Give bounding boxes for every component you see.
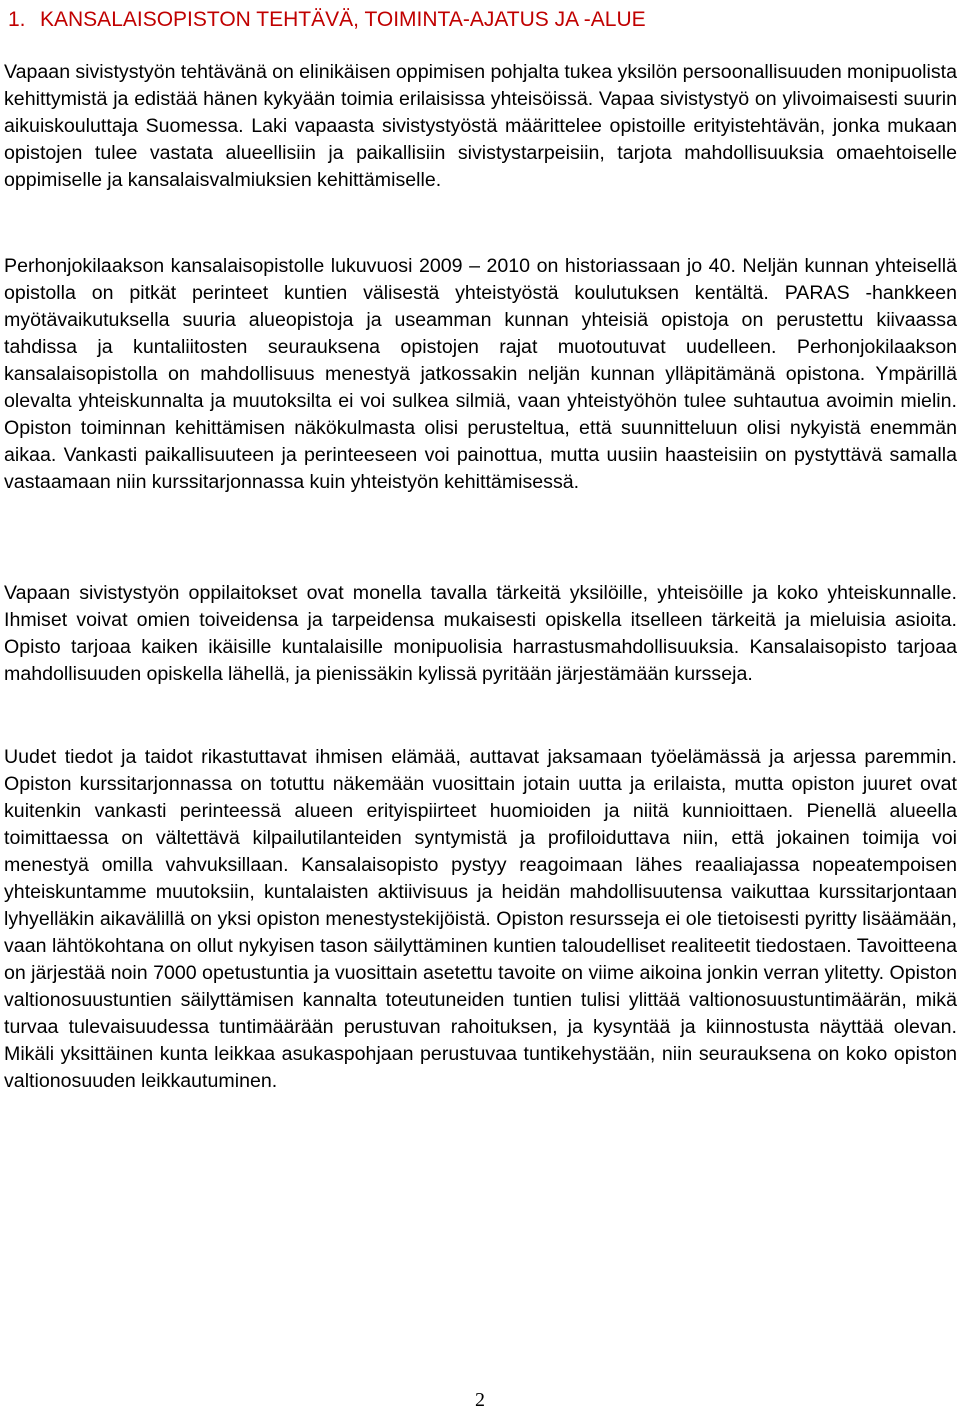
section-heading: [8, 6, 948, 34]
section-number: 1.: [8, 8, 26, 31]
page-number: 2: [475, 1389, 485, 1411]
paragraph-history: Perhonjokilaakson kansalaisopistolle lukuvuosi 2009 – 2010 on historiassaan jo 40. Neljän kunnan yhteisellä opistolla on pitkät perinteet kuntien välisestä yhteistyöstä koulutuksen kentältä. PARAS -hankkeen myötävaikutuksella suuria alueopistoja ja useamman kunnan yhteisiä opistoja on perustettu kiivaassa tahdissa ja kuntaliitosten seurauksena opistojen rajat muotoutuvat uudelleen. Perhonjokilaakson kansalaisopistolla on mahdollisuus menestyä jatkossakin neljän kunnan ylläpitämänä opistona. Ympärillä olevalta yhteiskunnalta ja muutoksilta ei voi sulkea silmiä, vaan yhteistyöhön tulee suhtautua avoimin mielin. Opiston toiminnan kehittämisen näkökulmasta olisi perusteltua, että suunnitteluun olisi nykyistä enemmän aikaa. Vankasti paikallisuuteen ja perinteeseen voi painottua, mutta uusiin haasteisiin on pystyttävä samalla vastaamaan niin kurssitarjonnassa kuin yhteistyön kehittämisessä.: [4, 255, 957, 493]
paragraph-development: Uudet tiedot ja taidot rikastuttavat ihmisen elämää, auttavat jaksamaan työelämässä ja arjessa paremmin. Opiston kurssitarjonnassa on totuttu näkemään vuosittain jotain uutta ja erilaista, mutta opiston juuret ovat kuitenkin vankasti perinteessä alueen erityispiirteet huomioiden ja niitä kunnioittaen. Pienellä alueella toimittaessa on vältettävä kilpailutilanteiden syntymistä ja profiloiduttava niin, että jokainen toimija voi menestyä omilla vahvuksillaan. Kansalaisopisto pystyy reagoimaan lähes reaaliajassa nopeatempoisen yhteiskuntamme muutoksiin, kuntalaisten aktiivisuus ja heidän mahdollisuutensa vaikuttaa kurssitarjontaan lyhyelläkin aikavälillä on yksi opiston menestystekijöistä. Opiston resursseja ei ole tietoisesti pyritty lisäämään, vaan lähtökohtana on ollut nykyisen tason säilyttäminen kuntien taloudelliset realiteetit tiedostaen. Tavoitteena on järjestää noin 7000 opetustuntia ja vuosittain asetettu tavoite on viime aikoina jonkin verran ylitetty. Opiston valtionosuustuntien säilyttämisen kannalta toteutuneiden tuntien tulisi ylittää valtionosuustuntimäärän, mikä turvaa tulevaisuudessa tuntimäärään perustuvan rahoituksen, ja kysyntää ja kiinnostusta näyttää olevan. Mikäli yksittäinen kunta leikkaa asukaspohjaan perustuvaa tuntikehystään, niin seurauksena on koko opiston valtionosuuden leikkautuminen.: [4, 746, 957, 1092]
section-title: KANSALAISOPISTON TEHTÄVÄ, TOIMINTA-AJATUS JA -ALUE: [40, 8, 646, 31]
paragraph-importance: Vapaan sivistystyön oppilaitokset ovat monella tavalla tärkeitä yksilöille, yhteisöille ja koko yhteiskunnalle. Ihmiset voivat omien toiveidensa ja tarpeidensa mukaisesti opiskella itselleen tärkeitä ja mieluisia asioita. Opisto tarjoaa kaiken ikäisille kuntalaisille monipuolisia harrastusmahdollisuuksia. Kansalaisopisto tarjoaa mahdollisuuden opiskella lähellä, ja pienissäkin kylissä pyritään järjestämään kursseja.: [4, 582, 957, 685]
paragraph-mission: Vapaan sivistystyön tehtävänä on elinikäisen oppimisen pohjalta tukea yksilön persoonallisuuden monipuolista kehittymistä ja edistää hänen kykyään toimia erilaisissa yhteisöissä. Vapaa sivistystyö on ylivoimaisesti suurin aikuiskouluttaja Suomessa. Laki vapaasta sivistystyöstä määrittelee opistoille erityistehtävän, jonka mukaan opistojen tulee vastata alueellisiin ja paikallisiin sivistystarpeisiin, tarjota mahdollisuuksia omaehtoiselle oppimiselle ja kansalaisvalmiuksien kehittämiselle.: [4, 61, 957, 191]
